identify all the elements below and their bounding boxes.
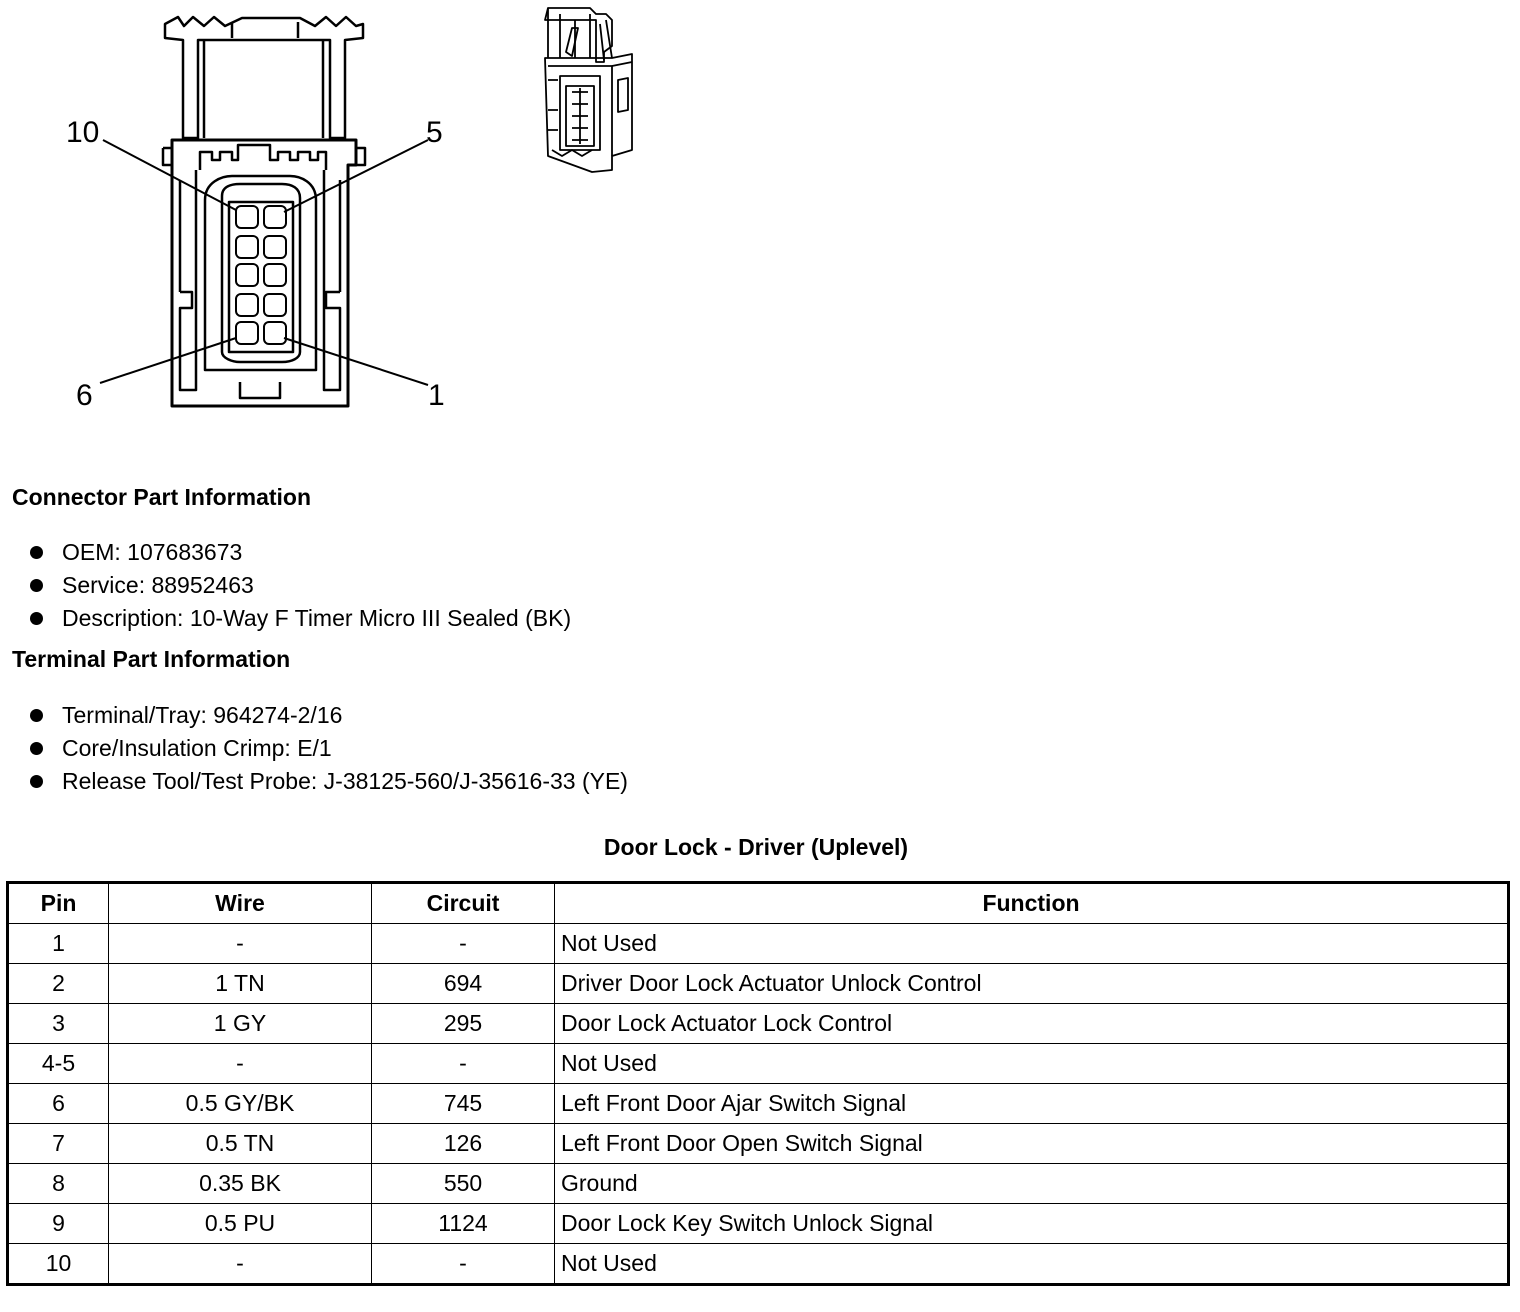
- cell-pin: 2: [8, 964, 109, 1004]
- leader-line-6: [100, 338, 236, 383]
- bullet-icon: [30, 612, 43, 625]
- pin-cavity: [236, 264, 258, 286]
- pin-cavity: [236, 294, 258, 316]
- cell-function: Door Lock Key Switch Unlock Signal: [555, 1204, 1509, 1244]
- terminal-tray: Terminal/Tray: 964274-2/16: [62, 702, 343, 728]
- pinout-table: [6, 881, 1510, 1286]
- cell-wire: -: [109, 1044, 372, 1084]
- table-row: [8, 1044, 1509, 1084]
- cell-circuit: 295: [372, 1004, 555, 1044]
- table-row: [8, 1124, 1509, 1164]
- pin-cavities: [236, 206, 286, 344]
- pin-cavity: [264, 264, 286, 286]
- cell-pin: 7: [8, 1124, 109, 1164]
- bullet-icon: [30, 775, 43, 788]
- table-header-row: [8, 883, 1509, 924]
- cell-wire: 0.35 BK: [109, 1164, 372, 1204]
- table-row: [8, 964, 1509, 1004]
- header-pin: Pin: [8, 883, 109, 924]
- pin-label-1: 1: [428, 379, 445, 412]
- terminal-info-heading: Terminal Part Information: [12, 646, 291, 672]
- cell-wire: -: [109, 924, 372, 964]
- cell-circuit: 745: [372, 1084, 555, 1124]
- cell-function: Left Front Door Open Switch Signal: [555, 1124, 1509, 1164]
- cell-circuit: -: [372, 1244, 555, 1285]
- list-item: [30, 732, 628, 765]
- header-circuit: Circuit: [372, 883, 555, 924]
- cell-pin: 9: [8, 1204, 109, 1244]
- cell-function: Not Used: [555, 1244, 1509, 1285]
- pin-cavity: [236, 322, 258, 344]
- header-function: Function: [555, 883, 1509, 924]
- table-row: [8, 1084, 1509, 1124]
- pin-label-5: 5: [426, 116, 443, 149]
- cell-wire: 0.5 GY/BK: [109, 1084, 372, 1124]
- cell-wire: 0.5 PU: [109, 1204, 372, 1244]
- connector-diagram: [0, 0, 700, 420]
- bullet-icon: [30, 546, 43, 559]
- table-title: Door Lock - Driver (Uplevel): [603, 834, 909, 860]
- cell-wire: 1 GY: [109, 1004, 372, 1044]
- pin-cavity: [264, 236, 286, 258]
- terminal-release-tool: Release Tool/Test Probe: J-38125-560/J-35616-33 (YE): [62, 768, 628, 794]
- list-item: [30, 569, 571, 602]
- cell-pin: 6: [8, 1084, 109, 1124]
- cell-function: Ground: [555, 1164, 1509, 1204]
- pin-label-6: 6: [76, 379, 93, 412]
- cell-pin: 3: [8, 1004, 109, 1044]
- connector-service: Service: 88952463: [62, 572, 254, 598]
- cell-pin: 8: [8, 1164, 109, 1204]
- cell-function: Not Used: [555, 924, 1509, 964]
- cell-pin: 4-5: [8, 1044, 109, 1084]
- pin-cavity: [264, 206, 286, 228]
- pin-cavity: [236, 206, 258, 228]
- leader-line-10: [103, 140, 236, 210]
- connector-description: Description: 10-Way F Timer Micro III Sealed (BK): [62, 605, 572, 631]
- leader-line-1: [284, 338, 428, 385]
- connector-info-list: [30, 536, 571, 635]
- bullet-icon: [30, 742, 43, 755]
- cell-circuit: -: [372, 1044, 555, 1084]
- pin-cavity: [236, 236, 258, 258]
- table-row: [8, 1164, 1509, 1204]
- connector-isometric-view: [545, 8, 632, 172]
- cell-wire: 1 TN: [109, 964, 372, 1004]
- pin-cavity: [264, 294, 286, 316]
- header-wire: Wire: [109, 883, 372, 924]
- list-item: [30, 699, 628, 732]
- pin-label-10: 10: [66, 116, 100, 149]
- bullet-icon: [30, 709, 43, 722]
- table-row: [8, 1244, 1509, 1285]
- table-row: [8, 1204, 1509, 1244]
- list-item: [30, 536, 571, 569]
- terminal-crimp: Core/Insulation Crimp: E/1: [62, 735, 332, 761]
- cell-wire: -: [109, 1244, 372, 1285]
- cell-function: Driver Door Lock Actuator Unlock Control: [555, 964, 1509, 1004]
- cell-wire: 0.5 TN: [109, 1124, 372, 1164]
- cell-function: Left Front Door Ajar Switch Signal: [555, 1084, 1509, 1124]
- connector-oem: OEM: 107683673: [62, 539, 243, 565]
- cell-circuit: 694: [372, 964, 555, 1004]
- cell-function: Door Lock Actuator Lock Control: [555, 1004, 1509, 1044]
- pin-cavity: [264, 322, 286, 344]
- list-item: [30, 765, 628, 798]
- cell-circuit: -: [372, 924, 555, 964]
- cell-pin: 10: [8, 1244, 109, 1285]
- cell-circuit: 1124: [372, 1204, 555, 1244]
- table-row: [8, 1004, 1509, 1044]
- connector-info-heading: Connector Part Information: [12, 484, 312, 510]
- bullet-icon: [30, 579, 43, 592]
- cell-circuit: 126: [372, 1124, 555, 1164]
- list-item: [30, 602, 571, 635]
- terminal-info-list: [30, 699, 628, 798]
- cell-pin: 1: [8, 924, 109, 964]
- table-row: [8, 924, 1509, 964]
- cell-function: Not Used: [555, 1044, 1509, 1084]
- connector-latch: [165, 17, 363, 138]
- cell-circuit: 550: [372, 1164, 555, 1204]
